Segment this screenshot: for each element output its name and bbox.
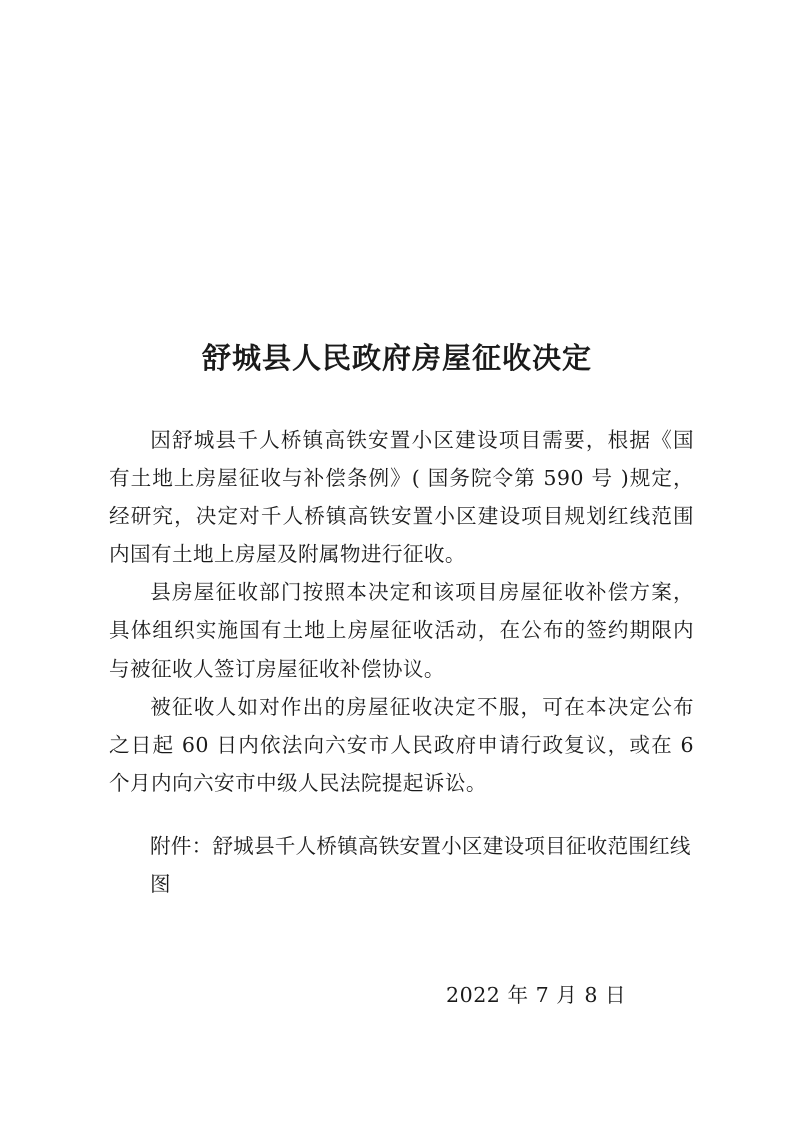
attachment-note: 附件：舒城县千人桥镇高铁安置小区建设项目征收范围红线图 [150,834,691,896]
document-title: 舒城县人民政府房屋征收决定 [201,341,592,375]
document-date: 2022 年 7 月 8 日 [446,983,627,1007]
document-body [109,421,694,802]
paragraph-implementation: 县房屋征收部门按照本决定和该项目房屋征收补偿方案，具体组织实施国有土地上房屋征收活动，在公布的签约期限内与被征收人签订房屋征收补偿协议。 [109,580,694,681]
paragraph-expropriation-decision: 因舒城县千人桥镇高铁安置小区建设项目需要，根据《国有土地上房屋征收与补偿条例》( 国务院令第 590 号 )规定，经研究，决定对千人桥镇高铁安置小区建设项目规划红线范围内国有土地上房屋及附属物进行征收。 [109,428,694,567]
paragraph-appeal-rights: 被征收人如对作出的房屋征收决定不服，可在本决定公布之日起 60 日内依法向六安市人民政府申请行政复议，或在 6 个月内向六安市中级人民法院提起诉讼。 [109,694,694,795]
